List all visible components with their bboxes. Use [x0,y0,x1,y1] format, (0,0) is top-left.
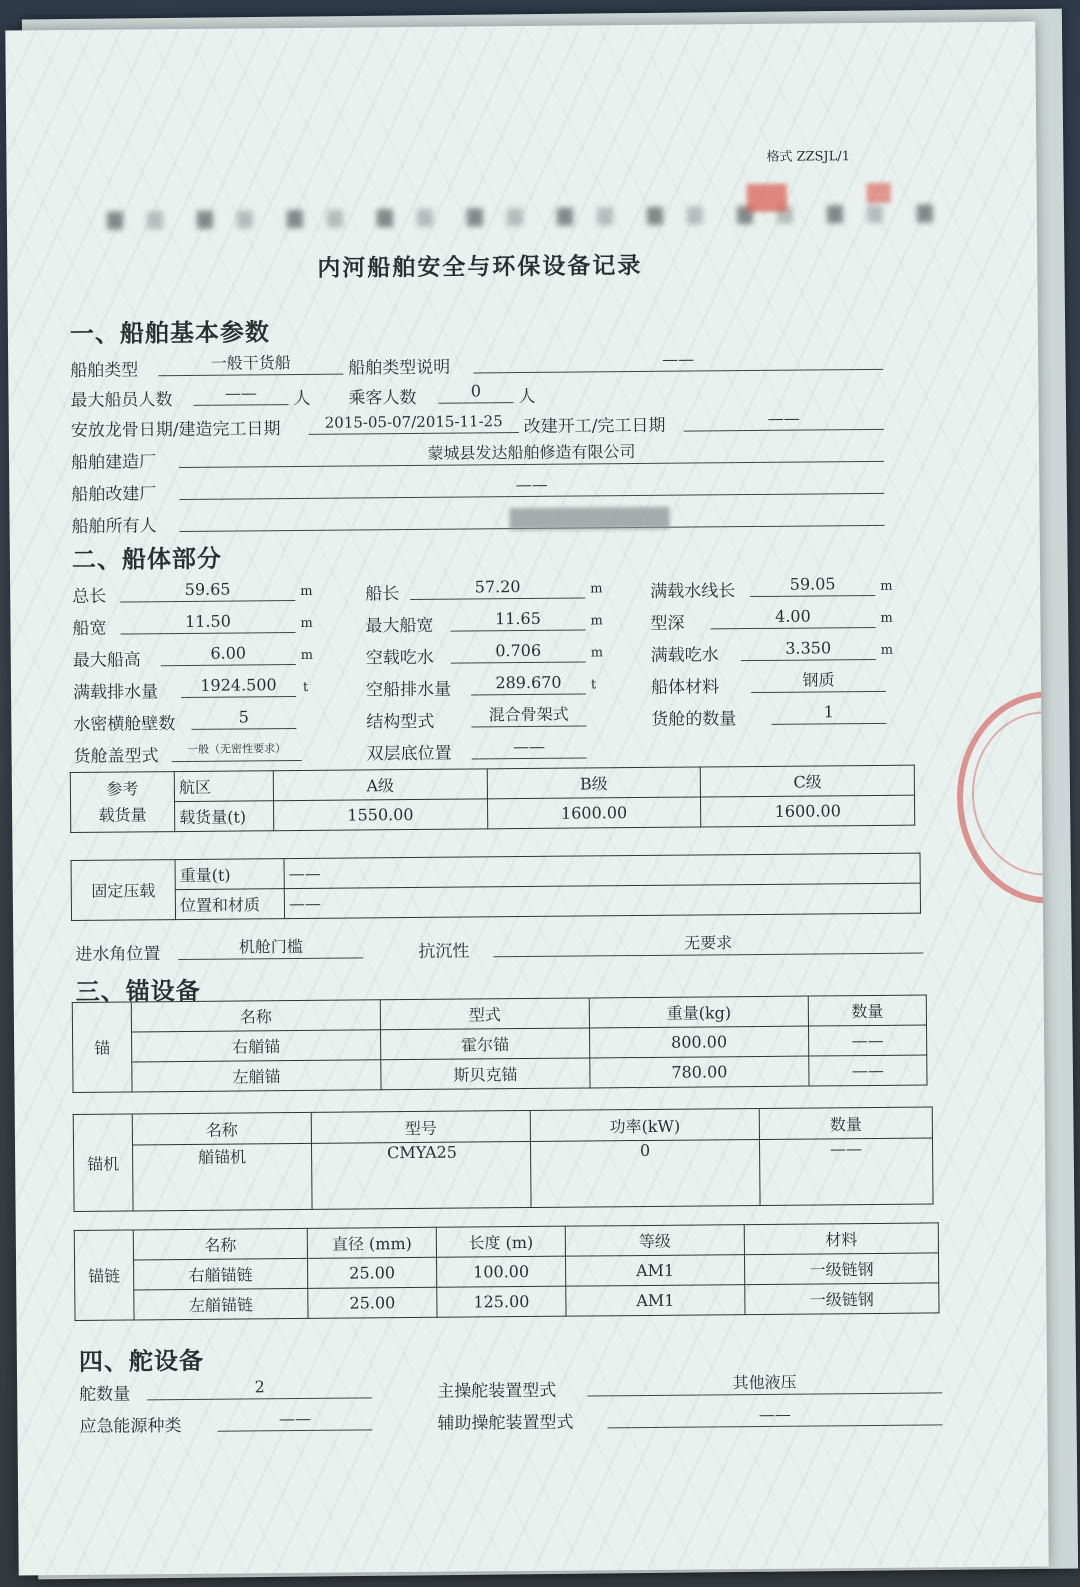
windlass-row-head: 锚机 [73,1114,133,1212]
windlass-header-power: 功率(kW) [530,1108,759,1141]
chain-header-grade: 等级 [565,1225,744,1257]
unit-m: m [300,583,313,599]
full-draft-label: 满载吃水 [650,645,719,666]
anchor-header-qty: 数量 [808,995,926,1026]
document-sheet [5,22,1048,1576]
unit-m: m [590,645,604,661]
owner-label: 船舶所有人 [71,516,157,537]
rebuilder-label: 船舶改建厂 [71,484,157,505]
unit-m: m [880,642,894,658]
table-cell: —— [809,1055,927,1086]
builder-label: 船舶建造厂 [70,452,157,473]
waterline-length-label: 满载水线长 [650,581,736,602]
table-cell: 艏锚机 [133,1144,313,1211]
ship-type-label: 船舶类型 [70,360,139,381]
aux-steering-value: —— [607,1402,942,1428]
cargo-value-c: 1600.00 [701,795,915,827]
full-draft-value: 3.350 [741,637,876,661]
ballast-position-label: 位置和材质 [175,889,284,920]
full-disp-value: 1924.500 [181,674,296,698]
passengers-unit: 人 [518,386,536,408]
ballast-weight-value: —— [284,853,920,889]
refit-date-value: —— [684,407,884,432]
section-1-heading: 一、船舶基本参数 [69,317,271,348]
format-code: 格式 ZZSJL/1 [766,149,851,165]
bulkheads-value: 5 [191,706,296,730]
double-bottom-label: 双层底位置 [366,743,452,765]
chain-row-head: 锚链 [74,1230,134,1321]
bulkheads-label: 水密横舱壁数 [73,714,176,735]
rudder-count-value: 2 [147,1375,372,1400]
max-crew-value: —— [193,382,288,406]
table-cell: —— [759,1138,933,1205]
breadth-label: 船宽 [72,618,107,639]
table-cell: 一级链钢 [744,1253,938,1285]
max-height-value: 6.00 [161,642,296,666]
section-2-heading: 二、船体部分 [71,543,223,574]
redacted-mark [867,183,891,203]
max-breadth-value: 11.65 [450,607,585,631]
max-crew-label: 最大船员人数 [70,390,173,411]
chain-header-length: 长度 (m) [436,1226,565,1257]
length-label: 船长 [365,584,400,605]
unit-m: m [880,610,893,626]
max-breadth-label: 最大船宽 [365,615,434,637]
cargo-row-head: 参考 载货量 [70,772,175,833]
keel-date-label: 安放龙骨日期/建造完工日期 [70,419,281,441]
main-steering-value: 其他液压 [587,1370,942,1396]
ship-type-value: 一般干货船 [158,352,343,377]
depth-value: 4.00 [710,605,875,629]
ship-type-desc-value: —— [473,347,883,374]
rebuilder-value: —— [179,471,884,500]
unsinkability-label: 抗沉性 [418,941,470,962]
document-title: 内河船舶安全与环保设备记录 [317,251,643,282]
hull-material-label: 船体材料 [650,677,720,698]
fixed-ballast-table [71,853,921,921]
table-cell: 25.00 [308,1287,437,1318]
passengers-label: 乘客人数 [348,387,417,409]
light-disp-value: 289.670 [471,671,586,695]
overall-length-value: 59.65 [120,578,295,603]
length-value: 57.20 [410,575,585,600]
full-disp-label: 满载排水量 [72,682,159,703]
keel-date-value: 2015-05-07/2015-11-25 [309,410,519,435]
depth-label: 型深 [650,613,685,634]
builder-value: 蒙城县发达船舶修造有限公司 [179,439,884,468]
double-bottom-value: —— [471,735,586,759]
table-cell: 0 [530,1140,760,1208]
main-steering-label: 主操舵装置型式 [437,1380,557,1402]
refit-date-label: 改建开工/完工日期 [523,415,666,438]
table-cell: 125.00 [437,1286,566,1317]
flood-angle-value: 机舱门槛 [178,935,363,960]
unit-m: m [590,613,603,629]
anchor-chain-table [74,1222,940,1321]
chain-header-material: 材料 [744,1223,938,1255]
windlass-header-name: 名称 [132,1112,311,1145]
ship-type-desc-label: 船舶类型说明 [348,357,451,379]
max-height-label: 最大船高 [72,650,141,671]
cargo-load-header: 载货量(t) [175,801,274,832]
table-cell: —— [808,1025,926,1056]
hatch-label: 货舱盖型式 [73,746,159,767]
unit-t: t [302,679,309,695]
cargo-capacity-table [70,765,916,833]
aux-steering-label: 辅助操舵装置型式 [437,1412,574,1434]
max-crew-unit: 人 [293,388,311,410]
cargo-value-a: 1550.00 [274,799,488,831]
holds-label: 货舱的数量 [651,709,737,730]
section-3-heading: 三、锚设备 [75,975,201,1006]
light-draft-value: 0.706 [451,639,586,663]
table-cell: 右艏锚 [132,1030,381,1062]
section-4-heading: 四、舵设备 [78,1345,205,1376]
windlass-table [73,1106,934,1212]
structure-label: 结构型式 [366,711,435,733]
holds-value: 1 [771,701,886,725]
cargo-grade-c: C级 [701,765,915,797]
anchor-header-weight: 重量(kg) [589,996,808,1028]
waterline-length-value: 59.05 [750,573,875,597]
redacted-owner [509,507,669,530]
ballast-row-head: 固定压载 [71,860,176,921]
rudder-count-label: 舵数量 [79,1384,131,1405]
cargo-value-b: 1600.00 [487,797,701,829]
table-cell: 780.00 [590,1056,809,1088]
unit-t: t [590,677,597,693]
passengers-value: 0 [438,380,513,404]
ballast-weight-label: 重量(t) [175,859,284,890]
unit-m: m [880,578,893,594]
anchor-table [72,995,928,1093]
redacted-mark [747,184,787,212]
cargo-zone-header: 航区 [174,771,273,802]
table-cell: CMYA25 [312,1142,532,1210]
chain-header-name: 名称 [133,1228,307,1260]
light-draft-label: 空载吃水 [365,647,434,669]
table-cell: 右艏锚链 [134,1258,308,1290]
breadth-value: 11.50 [120,610,295,635]
unsinkability-value: 无要求 [493,931,923,958]
unit-m: m [590,581,603,597]
table-cell: AM1 [566,1285,745,1317]
table-cell: 左艏锚链 [134,1288,308,1320]
table-cell: 霍尔锚 [381,1028,590,1060]
redacted-header-line [107,204,937,229]
hull-material-value: 钢质 [751,669,886,693]
table-cell: AM1 [565,1255,744,1287]
table-cell: 一级链钢 [745,1283,939,1315]
anchor-header-type: 型式 [380,998,589,1030]
structure-value: 混合骨架式 [471,703,586,727]
cargo-grade-b: B级 [487,767,701,799]
overall-length-label: 总长 [72,586,107,607]
table-cell: 左艏锚 [132,1060,381,1092]
hatch-value: 一般（无密性要求） [171,738,301,762]
emergency-power-label: 应急能源种类 [79,1416,182,1437]
unit-m: m [300,647,314,663]
table-cell: 25.00 [308,1257,437,1288]
windlass-header-model: 型号 [311,1110,530,1143]
anchor-header-name: 名称 [131,1000,380,1032]
anchor-row-head: 锚 [72,1002,132,1093]
unit-m: m [300,615,313,631]
windlass-header-qty: 数量 [759,1107,932,1140]
table-cell: 800.00 [590,1026,809,1058]
cargo-grade-a: A级 [273,769,487,801]
emergency-power-value: —— [217,1407,372,1431]
flood-angle-label: 进水角位置 [75,944,161,965]
ballast-position-value: —— [284,883,920,919]
table-cell: 斯贝克锚 [381,1058,590,1090]
table-cell: 100.00 [437,1256,566,1287]
light-disp-label: 空船排水量 [365,679,452,701]
chain-header-diameter: 直径 (mm) [307,1227,436,1258]
